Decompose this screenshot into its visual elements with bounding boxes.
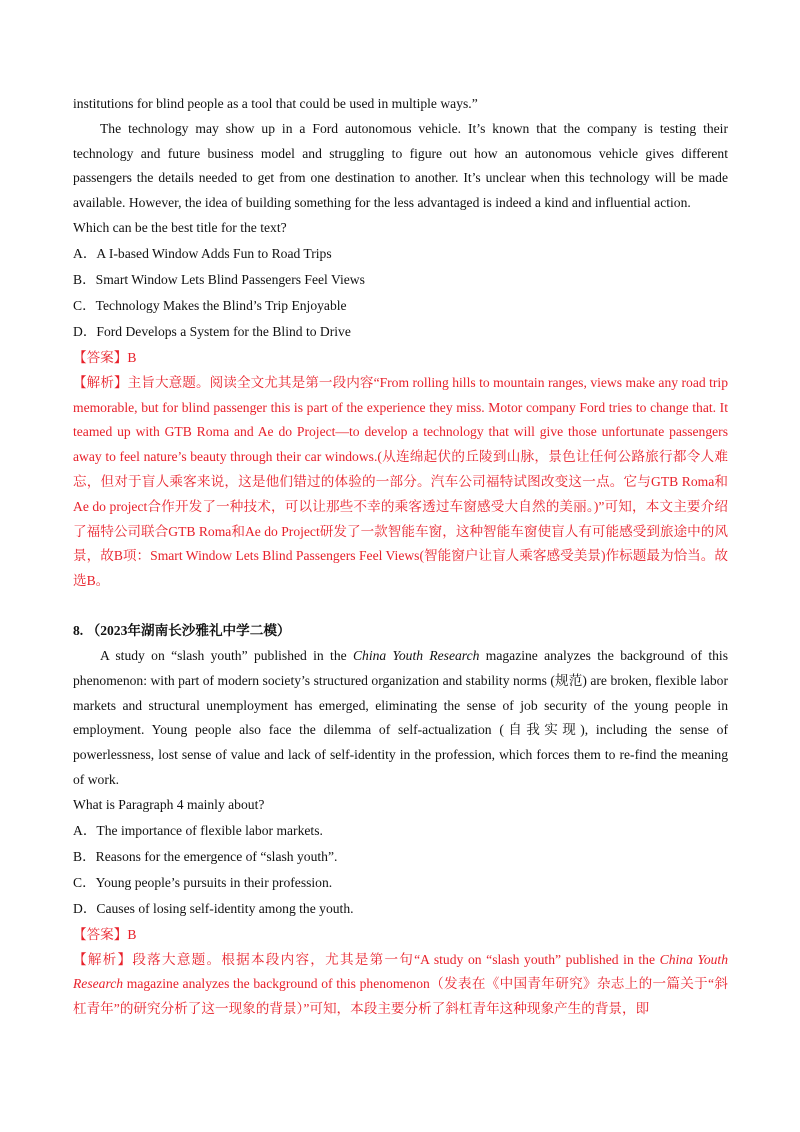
passage-paragraph: The technology may show up in a Ford autonomous vehicle. It’s known that the company is testing their technology and future business model and struggling to figure out how an autonomous vehicle gives different passengers the details needed to get from one destination to another. It’s unclear when this technology will be made available. However, the idea of building something for the less advantaged is indeed a kind and influential action. xyxy=(73,120,728,211)
analysis-text-end: magazine analyzes the background of this phenomenon（发表在《中国青年研究》杂志上的一篇关于“斜杠青年”的研究分析了这一现象的背景）”可知，本段主要分析了斜杠青年这种现象产生的背景，即 xyxy=(73,976,728,1017)
option-b: B．Smart Window Lets Blind Passengers Feel Views xyxy=(73,271,365,287)
question-8-text: What is Paragraph 4 mainly about? xyxy=(73,796,265,812)
page-content xyxy=(73,92,728,1022)
q8-option-c: C．Young people’s pursuits in their profession. xyxy=(73,874,333,890)
question-text: Which can be the best title for the text? xyxy=(73,219,287,235)
question-number: 8. xyxy=(73,622,84,638)
question-8-header xyxy=(73,618,728,644)
analysis-journal-title: China Youth Research xyxy=(73,951,728,992)
option-a: A．A I-based Window Adds Fun to Road Trips xyxy=(73,245,332,261)
answer-label: 【答案】B xyxy=(73,349,137,365)
question-8-passage xyxy=(73,644,728,793)
q8-option-a: A．The importance of flexible labor markets. xyxy=(73,822,323,838)
question-source: （2023年湖南长沙雅礼中学二模） xyxy=(86,622,291,638)
journal-title: China Youth Research xyxy=(352,647,480,663)
analysis-text-start: 【解析】段落大意题。根据本段内容，尤其是第一句“A study on “slash youth” published in the xyxy=(73,951,655,967)
q8-answer-label: 【答案】B xyxy=(73,926,137,942)
passage-text-start: A study on “slash youth” published in the xyxy=(100,647,347,663)
passage-text-end: magazine analyzes the background of this phenomenon: with part of modern society’s structured organization and stability norms (规范) are broken, flexible labor markets and structural unemployment has emerged, eliminating the sense of job security of the young people in employment. Young people also face the dilemma of self-actualization (自我实现), including the sense of powerlessness, lost sense of value and lack of self-identity in the profession, which forces them to re-find the meaning of work. xyxy=(73,647,728,787)
q8-option-d: D．Causes of losing self-identity among the youth. xyxy=(73,900,354,916)
q8-option-b: B．Reasons for the emergence of “slash youth”. xyxy=(73,848,338,864)
passage-line-continued: institutions for blind people as a tool that could be used in multiple ways.” xyxy=(73,96,478,111)
q8-analysis-text xyxy=(73,948,728,1022)
option-c: C．Technology Makes the Blind’s Trip Enjoyable xyxy=(73,297,347,313)
analysis-text: 【解析】主旨大意题。阅读全文尤其是第一段内容“From rolling hills to mountain ranges, views make any road trip memorable, but for blind passenger this is part of the experience they miss. Motor company Ford tries to change that. It teamed up with GTB Roma and Ae do Project—to develop a technology that will give those unfortunate passengers away to feel nature’s beauty through their car windows.(从连绵起伏的丘陵到山脉，景色让任何公路旅行都令人难忘，但对于盲人乘客来说，这是他们错过的体验的一部分。汽车公司福特试图改变这一点。它与GTB Roma和Ae do project合作开发了一种技术，可以让那些不幸的乘客透过车窗感受大自然的美丽。)”可知，本文主要介绍了福特公司联合GTB Roma和Ae do Project研发了一款智能车窗，这种智能车窗使盲人有可能感受到旅途中的风景，故B项：Smart Window Lets Blind Passengers Feel Views(智能窗户让盲人乘客感受美景)作标题最为恰当。故选B。 xyxy=(73,374,728,589)
option-d: D．Ford Develops a System for the Blind to Drive xyxy=(73,323,351,339)
